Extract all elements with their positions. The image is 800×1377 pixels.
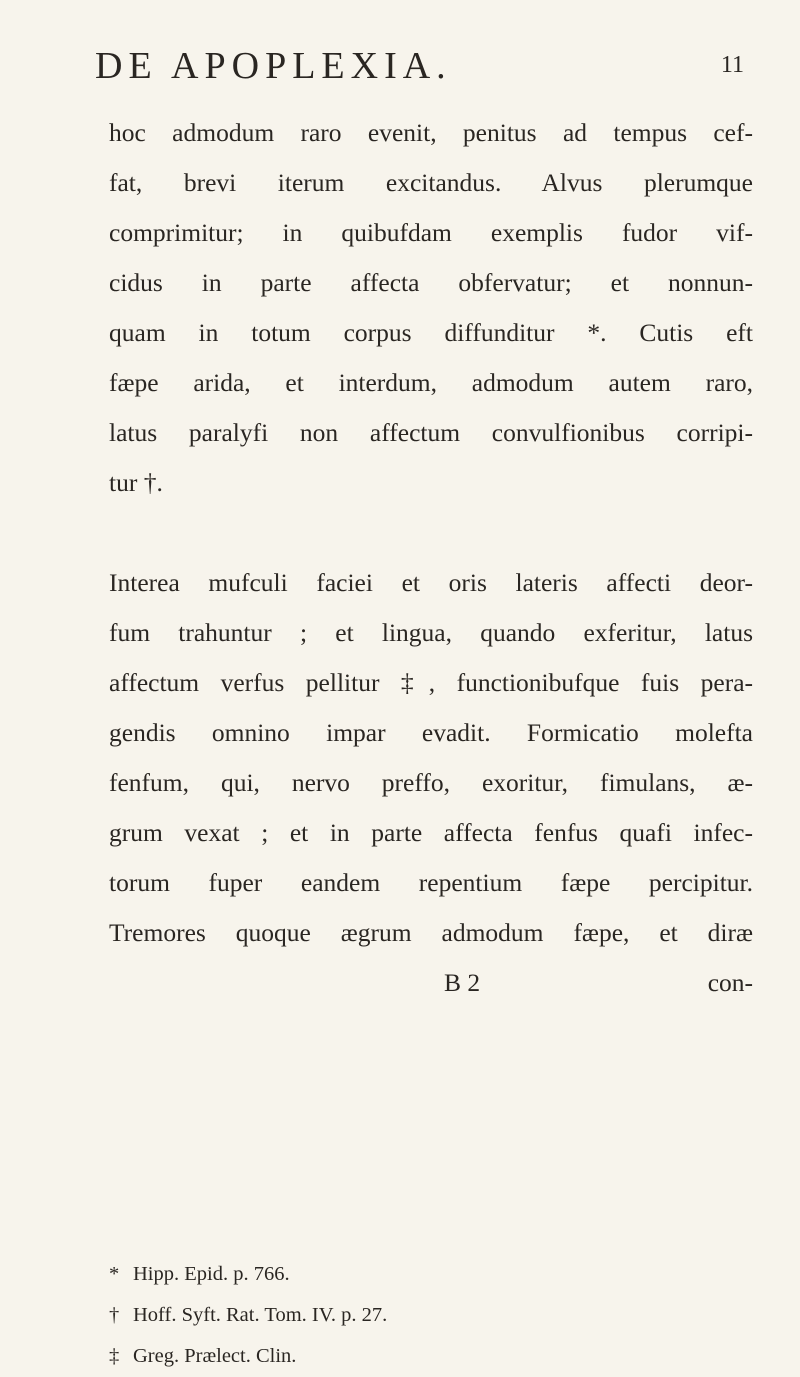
footnote-text: Greg. Prælect. Clin.	[133, 1345, 297, 1367]
text-line: comprimitur; in quibufdam exemplis fudor vif-	[109, 218, 753, 247]
footnote-mark: †	[109, 1304, 120, 1326]
text-line: fenfum, qui, nervo preffo, exoritur, fimulans, æ-	[109, 768, 753, 797]
running-title: DE APOPLEXIA.	[95, 45, 452, 87]
footnote-3	[109, 1336, 669, 1377]
footnote-mark: ‡	[109, 1345, 120, 1367]
footnote-text: Hipp. Epid. p. 766.	[133, 1263, 290, 1285]
footnote-2	[109, 1295, 669, 1336]
signature-mark: B 2	[444, 968, 481, 997]
footnote-text: Hoff. Syft. Rat. Tom. IV. p. 27.	[133, 1304, 388, 1326]
footnote-mark: *	[109, 1263, 120, 1285]
text-line: quam in totum corpus diffunditur *. Cutis eft	[109, 318, 753, 347]
paragraph-2	[109, 558, 753, 958]
text-line: latus paralyfi non affectum convulfionibus corripi-	[109, 418, 753, 447]
text-line: Tremores quoque ægrum admodum fæpe, et diræ	[109, 918, 753, 947]
footnote-1	[109, 1254, 669, 1295]
paragraph-1	[109, 108, 753, 508]
text-line: fum trahuntur ; et lingua, quando exferitur, latus	[109, 618, 753, 647]
running-head	[0, 44, 800, 94]
body-text	[109, 108, 753, 1008]
text-line: grum vexat ; et in parte affecta fenfus quafi infec-	[109, 818, 753, 847]
text-line: hoc admodum raro evenit, penitus ad tempus cef-	[109, 118, 753, 147]
catch-line	[109, 958, 753, 1008]
text-line: gendis omnino impar evadit. Formicatio molefta	[109, 718, 753, 747]
page-number: 11	[720, 52, 744, 78]
footnotes	[109, 1254, 669, 1377]
text-line: tur †.	[109, 468, 163, 497]
catchword: con-	[707, 968, 753, 997]
text-line: cidus in parte affecta obfervatur; et nonnun-	[109, 268, 753, 297]
text-line: fæpe arida, et interdum, admodum autem raro,	[109, 368, 753, 397]
text-line: affectum verfus pellitur ‡, functionibufque fuis pera-	[109, 668, 753, 697]
paragraph-break	[109, 508, 753, 558]
text-line: fat, brevi iterum excitandus. Alvus plerumque	[109, 168, 753, 197]
text-line: torum fuper eandem repentium fæpe percipitur.	[109, 868, 753, 897]
text-line: Interea mufculi faciei et oris lateris affecti deor-	[109, 568, 753, 597]
